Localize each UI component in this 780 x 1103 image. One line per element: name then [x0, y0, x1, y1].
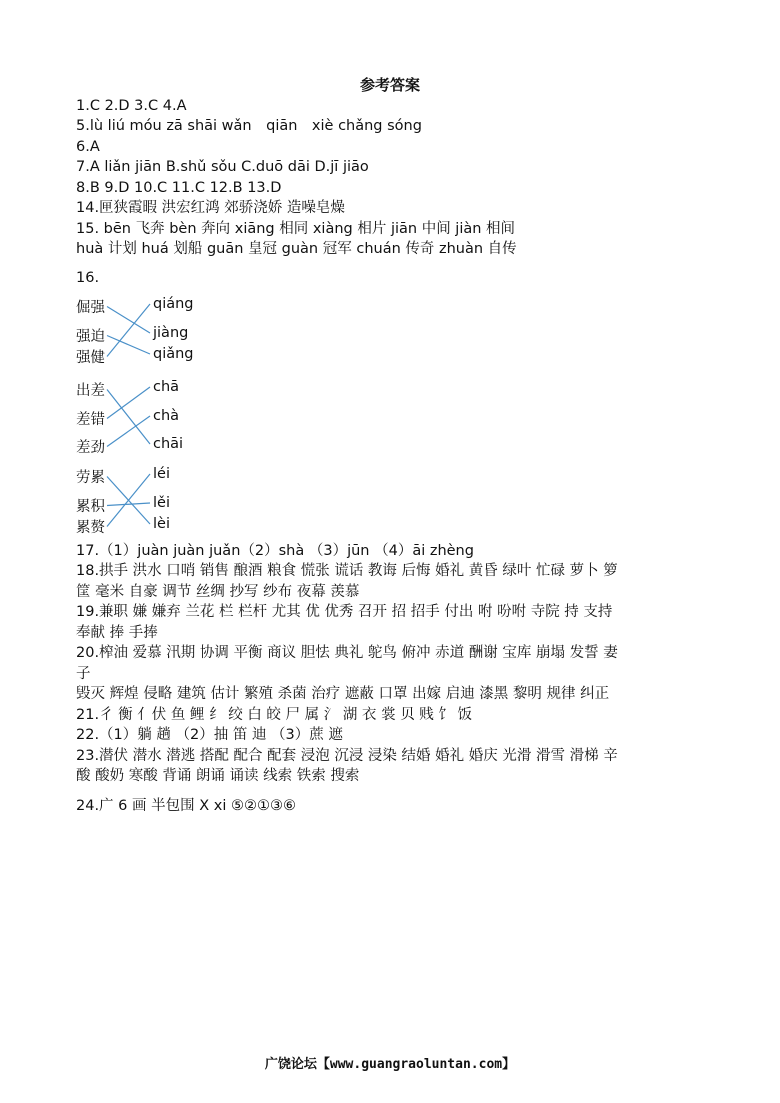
match-connector-line — [107, 307, 150, 334]
answer-20-line1: 20.榨油 爱慕 汛期 协调 平衡 商议 胆怯 典礼 鸵鸟 俯冲 赤道 酬谢 宝库 崩塌 发誓 妻 — [76, 645, 618, 661]
match-connector-line — [107, 416, 150, 447]
answer-20-line3: 毁灭 辉煌 侵略 建筑 估计 繁殖 杀菌 治疗 遮蔽 口罩 出嫁 启迪 漆黑 黎明 规律 纠正 — [76, 686, 610, 702]
match-connector-line — [107, 387, 150, 419]
answer-15-line2: huà 计划 huá 划船 guān 皇冠 guàn 冠军 chuán 传奇 zhuàn 自传 — [76, 241, 517, 257]
footer — [0, 1053, 780, 1072]
answer-5: 5.lù liú móu zā shāi wǎn qiān xiè chǎng sóng — [76, 118, 422, 134]
answer-22: 22.（1）躺 趟 （2）抽 笛 迪 （3）蔗 遮 — [76, 727, 343, 743]
match-pinyin: jiàng — [153, 325, 189, 341]
match-word: 劳累 — [76, 470, 105, 486]
answer-18-line1: 18.拱手 洪水 口哨 销售 酿酒 粮食 慌张 谎话 教诲 后悔 婚礼 黄昏 绿叶 忙碌 萝卜 箩 — [76, 563, 618, 579]
match-word: 倔强 — [76, 300, 105, 316]
answer-15-line1: 15. bēn 飞奔 bèn 奔向 xiāng 相同 xiàng 相片 jiān 中间 jiàn 相间 — [76, 221, 516, 237]
match-connector-line — [107, 474, 150, 527]
answer-17: 17.（1）juàn juàn juǎn（2）shà （3）jūn （4）āi zhèng — [76, 543, 474, 559]
match-pinyin: chà — [153, 408, 180, 424]
match-pinyin: qiáng — [153, 296, 194, 312]
match-connector-line — [107, 336, 150, 355]
answer-21: 21.彳 衡 亻伏 鱼 鲤 纟 绞 白 皎 尸 属 氵 湖 衣 裳 贝 贱 饣 饭 — [76, 707, 473, 723]
match-connector-line — [107, 304, 150, 357]
match-word: 累赘 — [76, 520, 105, 536]
answer-16-label: 16. — [76, 270, 100, 286]
answer-18-line2: 筐 毫米 自豪 调节 丝绸 抄写 纱布 夜幕 羡慕 — [76, 584, 360, 600]
match-pinyin: chā — [153, 379, 180, 395]
match-pinyin: chāi — [153, 436, 184, 452]
answer-20-line2: 子 — [76, 666, 91, 682]
answer-19-line2: 奉献 捧 手捧 — [76, 625, 158, 641]
answer-23-line2: 酸 酸奶 寒酸 背诵 朗诵 诵读 线索 铁索 搜索 — [76, 768, 360, 784]
match-pinyin: qiǎng — [153, 346, 194, 362]
match-word: 强迫 — [76, 329, 105, 345]
match-connector-line — [107, 503, 150, 506]
match-pinyin: léi — [153, 466, 170, 482]
answer-14: 14.匣狭霞暇 洪宏红鸿 郊骄浇娇 造噪皂燥 — [76, 200, 345, 216]
match-word: 累积 — [76, 499, 105, 515]
match-word: 强健 — [76, 350, 105, 366]
answer-23-line1: 23.潜伏 潜水 潜逃 搭配 配合 配套 浸泡 沉浸 浸染 结婚 婚礼 婚庆 光滑 滑雪 滑梯 辛 — [76, 748, 618, 764]
match-pinyin: lěi — [153, 495, 170, 511]
page-title: 参考答案 — [359, 76, 420, 94]
answer-24: 24.广 6 画 半包围 X xi ⑤②①③⑥ — [76, 798, 296, 814]
match-word: 差劲 — [76, 440, 105, 456]
answer-7: 7.A liǎn jiān B.shǔ sǒu C.duō dāi D.jī jiāo — [76, 159, 369, 175]
answer-1-4: 1.C 2.D 3.C 4.A — [76, 98, 187, 114]
footer-site-name: 广饶论坛 — [264, 1057, 317, 1072]
match-pinyin: lèi — [153, 516, 170, 532]
answer-6: 6.A — [76, 139, 100, 155]
answer-8-13: 8.B 9.D 10.C 11.C 12.B 13.D — [76, 180, 282, 196]
answer-19-line1: 19.兼职 嫌 嫌弃 兰花 栏 栏杆 尤其 优 优秀 召开 招 招手 付出 咐 吩咐 寺院 持 支持 — [76, 604, 613, 620]
match-word: 差错 — [76, 412, 105, 428]
match-connector-line — [107, 390, 150, 445]
match-word: 出差 — [76, 383, 105, 399]
footer-url[interactable]: 【www.guangraoluntan.com】 — [316, 1057, 516, 1072]
